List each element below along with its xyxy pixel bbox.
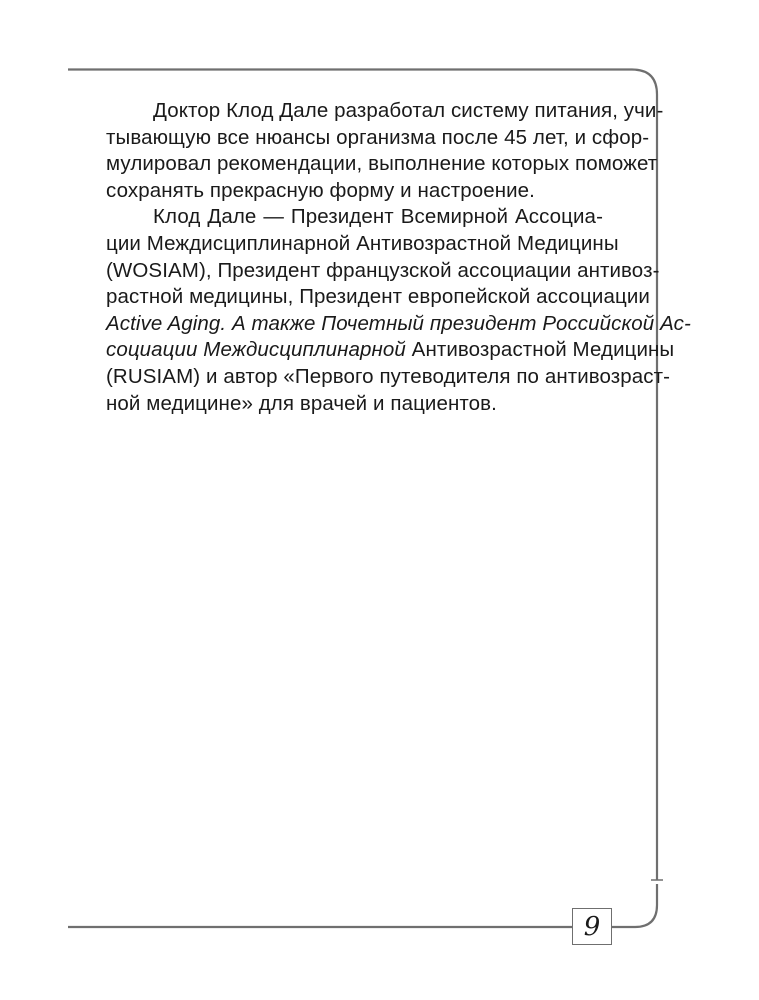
page-number-box: [572, 908, 612, 945]
paragraph: [106, 204, 691, 417]
paragraph: [106, 98, 664, 204]
text-line: (WOSIAM), Президент французской ассоциации антивоз-: [106, 258, 660, 282]
body-text: [106, 98, 691, 417]
text-segment: Active Aging. А также Почетный президент Российской Ас-: [106, 311, 691, 335]
text-line: Доктор Клод Дале разработал систему питания, учи-: [153, 99, 664, 122]
text-line: мулировал рекомендации, выполнение которых поможет: [106, 152, 658, 176]
page-number: 9: [583, 911, 601, 942]
text-segment: социации Междисциплинарной: [106, 338, 406, 362]
text-line: ции Междисциплинарной Антивозрастной Медицины: [106, 231, 619, 255]
text-line: тывающую все нюансы организма после 45 лет, и сфор-: [106, 125, 650, 149]
text-line: [106, 337, 675, 364]
bottom-right-curve: [612, 884, 657, 927]
text-segment: Антивозрастной Медицины: [405, 338, 675, 362]
text-line: [106, 311, 691, 338]
text-line: растной медицины, Президент европейской ассоциации: [106, 285, 650, 309]
text-line: сохранять прекрасную форму и настроение.: [106, 178, 535, 202]
text-line: ной медицине» для врачей и пациентов.: [106, 391, 497, 415]
text-line: Клод Дале — Президент Всемирной Ассоциа-: [153, 205, 603, 229]
text-line: (RUSIAM) и автор «Первого путеводителя по антивозраст-: [106, 364, 671, 388]
